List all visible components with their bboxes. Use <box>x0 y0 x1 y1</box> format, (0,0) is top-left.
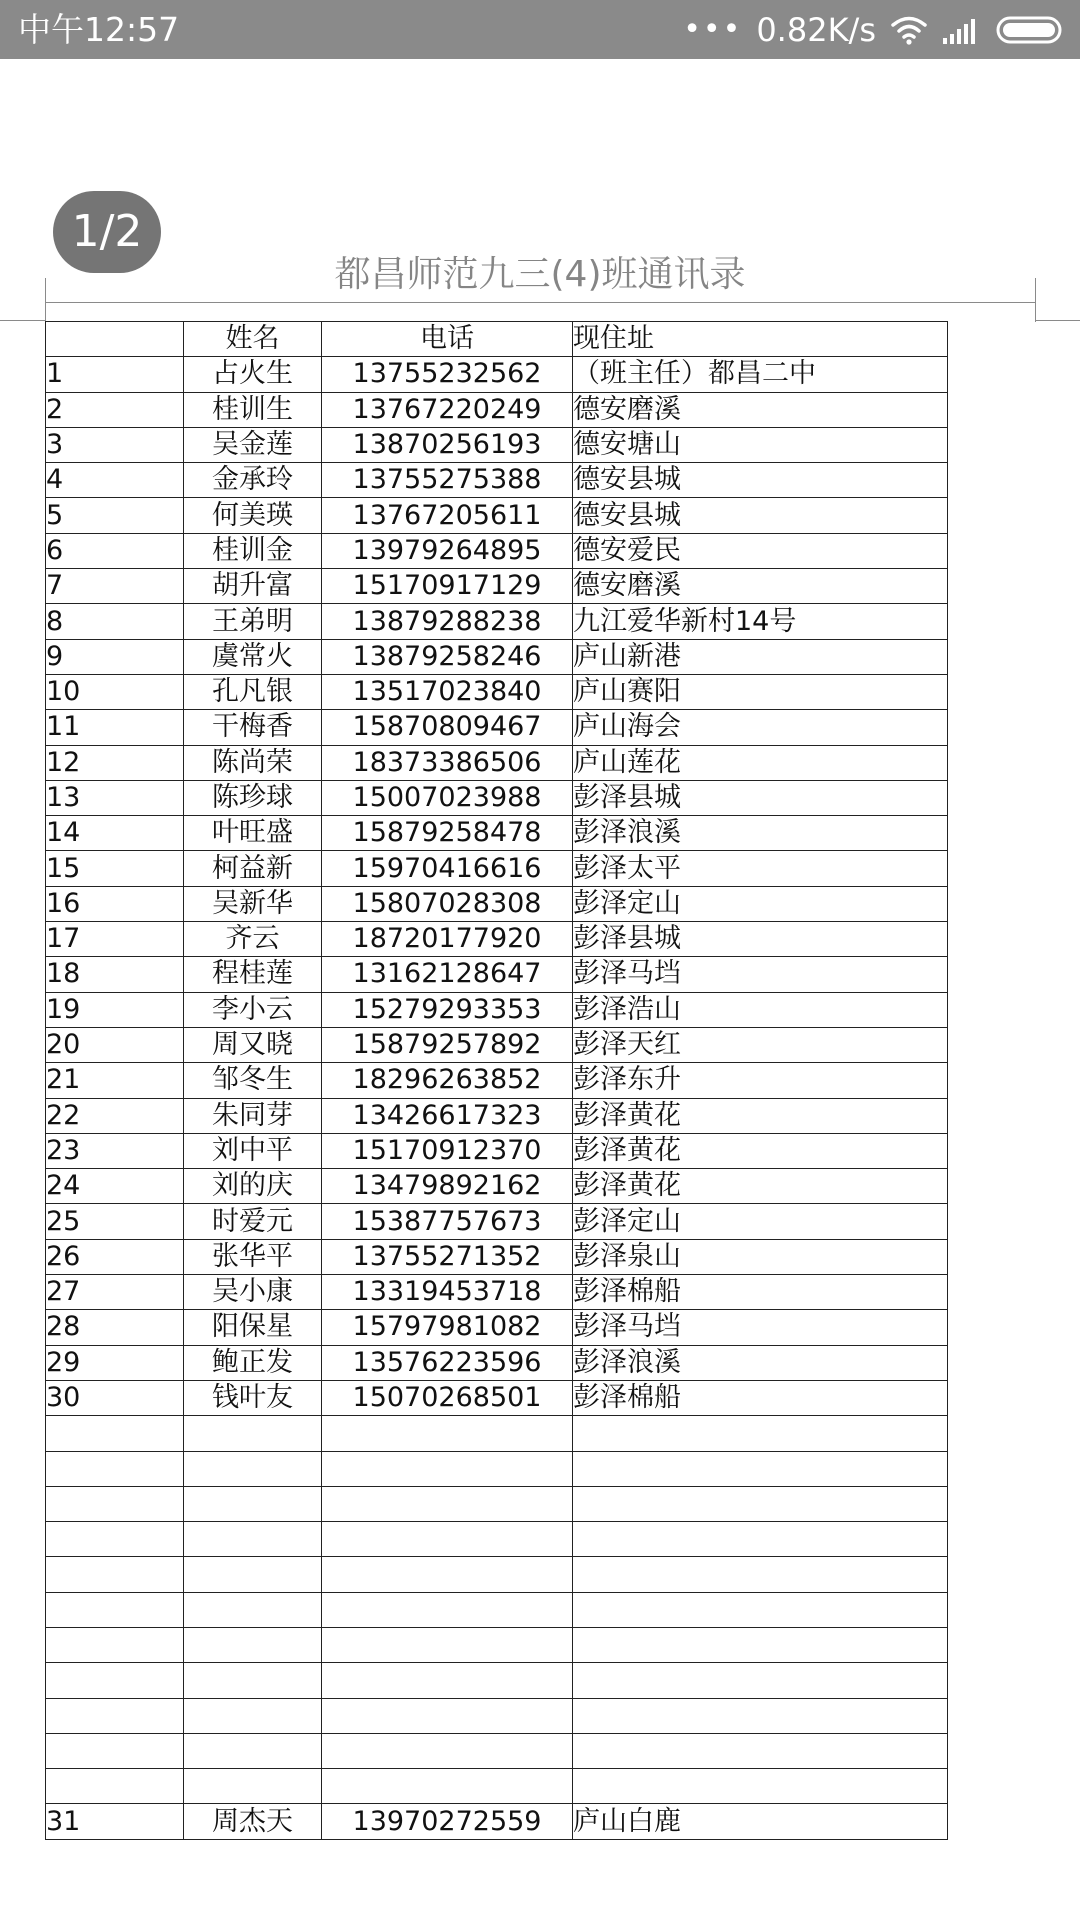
cell-phone: 13879288238 <box>322 604 573 639</box>
table-row <box>46 1557 948 1592</box>
cell-address: 彭泽东升 <box>573 1063 948 1098</box>
cell-address: 彭泽黄花 <box>573 1169 948 1204</box>
cell-index: 23 <box>46 1133 184 1168</box>
cell-address: 庐山赛阳 <box>573 674 948 709</box>
cell-phone: 15870809467 <box>322 710 573 745</box>
cell-index: 15 <box>46 851 184 886</box>
cell-index: 18 <box>46 957 184 992</box>
cell-address: 德安县城 <box>573 463 948 498</box>
cell-phone: 15797981082 <box>322 1310 573 1345</box>
cell-address: 彭泽县城 <box>573 922 948 957</box>
cell-address: 德安县城 <box>573 498 948 533</box>
cell-address: 庐山白鹿 <box>573 1804 948 1839</box>
wifi-icon <box>890 15 928 45</box>
cell-phone: 15007023988 <box>322 780 573 815</box>
table-row <box>46 1627 948 1662</box>
cell-address <box>573 1486 948 1521</box>
cell-index: 17 <box>46 922 184 957</box>
cell-name <box>184 1522 322 1557</box>
cell-phone: 18373386506 <box>322 745 573 780</box>
table-row <box>46 1804 948 1839</box>
cell-address <box>573 1733 948 1768</box>
cell-name: 王弟明 <box>184 604 322 639</box>
cell-address: 德安磨溪 <box>573 569 948 604</box>
cell-address: 彭泽黄花 <box>573 1133 948 1168</box>
cell-name: 陈珍球 <box>184 780 322 815</box>
status-right-group <box>683 8 1066 52</box>
cell-name: 何美瑛 <box>184 498 322 533</box>
table-row <box>46 1733 948 1768</box>
cell-index: 9 <box>46 639 184 674</box>
cell-index: 16 <box>46 886 184 921</box>
cell-phone <box>322 1557 573 1592</box>
table-row <box>46 1592 948 1627</box>
cell-index: 24 <box>46 1169 184 1204</box>
cell-phone: 13319453718 <box>322 1275 573 1310</box>
table-row <box>46 1416 948 1451</box>
cell-name <box>184 1451 322 1486</box>
table-row <box>46 1098 948 1133</box>
cell-name: 邹冬生 <box>184 1063 322 1098</box>
cell-address: 彭泽定山 <box>573 886 948 921</box>
cell-index: 22 <box>46 1098 184 1133</box>
cell-address <box>573 1416 948 1451</box>
page-header-rule <box>45 302 1035 303</box>
page-indicator: 1/2 <box>53 191 161 273</box>
cell-name: 时爱元 <box>184 1204 322 1239</box>
cell-address: 彭泽马垱 <box>573 1310 948 1345</box>
cell-address <box>573 1698 948 1733</box>
cell-phone: 15387757673 <box>322 1204 573 1239</box>
cell-phone: 13755232562 <box>322 357 573 392</box>
cell-index <box>46 1627 184 1662</box>
cell-phone: 13162128647 <box>322 957 573 992</box>
cell-name: 吴小康 <box>184 1275 322 1310</box>
table-row <box>46 569 948 604</box>
cell-address: 彭泽县城 <box>573 780 948 815</box>
cell-phone: 13576223596 <box>322 1345 573 1380</box>
cell-name: 刘的庆 <box>184 1169 322 1204</box>
cell-name: 桂训金 <box>184 533 322 568</box>
cell-name <box>184 1557 322 1592</box>
table-row <box>46 1663 948 1698</box>
cell-index: 25 <box>46 1204 184 1239</box>
cell-name: 李小云 <box>184 992 322 1027</box>
table-row <box>46 427 948 462</box>
table-row <box>46 1486 948 1521</box>
cell-phone <box>322 1663 573 1698</box>
status-time: 中午12:57 <box>18 10 180 49</box>
cell-phone <box>322 1592 573 1627</box>
cell-phone: 18720177920 <box>322 922 573 957</box>
cell-address: 彭泽泉山 <box>573 1239 948 1274</box>
table-row <box>46 1698 948 1733</box>
cell-index: 19 <box>46 992 184 1027</box>
table-row <box>46 780 948 815</box>
cell-name: 柯益新 <box>184 851 322 886</box>
table-row <box>46 392 948 427</box>
cell-address: 彭泽浩山 <box>573 992 948 1027</box>
cell-address: 庐山海会 <box>573 710 948 745</box>
table-row <box>46 1451 948 1486</box>
table-row <box>46 1380 948 1415</box>
cell-phone <box>322 1486 573 1521</box>
cell-address: 彭泽棉船 <box>573 1275 948 1310</box>
cell-name <box>184 1769 322 1804</box>
cell-address: 彭泽浪溪 <box>573 1345 948 1380</box>
header-name: 姓名 <box>184 322 322 357</box>
cell-address <box>573 1592 948 1627</box>
document-title: 都昌师范九三(4)班通讯录 <box>334 254 746 295</box>
table-row <box>46 710 948 745</box>
table-row <box>46 992 948 1027</box>
cell-index <box>46 1416 184 1451</box>
network-speed: 0.82K/s <box>756 11 876 49</box>
table-row <box>46 533 948 568</box>
cell-name: 吴金莲 <box>184 427 322 462</box>
cell-index: 2 <box>46 392 184 427</box>
page-margin-mark-left <box>45 278 46 322</box>
cell-index: 21 <box>46 1063 184 1098</box>
cell-index: 12 <box>46 745 184 780</box>
table-row <box>46 922 948 957</box>
table-row <box>46 851 948 886</box>
more-dots-icon: ••• <box>683 12 743 47</box>
cell-name: 桂训生 <box>184 392 322 427</box>
cell-name: 阳保星 <box>184 1310 322 1345</box>
table-row <box>46 357 948 392</box>
table-row <box>46 463 948 498</box>
cell-index: 27 <box>46 1275 184 1310</box>
cell-address <box>573 1522 948 1557</box>
cell-phone: 15879257892 <box>322 1027 573 1062</box>
cell-phone: 15279293353 <box>322 992 573 1027</box>
table-row <box>46 674 948 709</box>
cell-address: 彭泽黄花 <box>573 1098 948 1133</box>
table-row <box>46 1204 948 1239</box>
cell-name: 干梅香 <box>184 710 322 745</box>
cell-index: 10 <box>46 674 184 709</box>
cell-index <box>46 1698 184 1733</box>
cell-phone: 15879258478 <box>322 816 573 851</box>
cell-phone: 13755275388 <box>322 463 573 498</box>
table-row <box>46 1310 948 1345</box>
cell-name: 鲍正发 <box>184 1345 322 1380</box>
cell-address <box>573 1663 948 1698</box>
table-row <box>46 1169 948 1204</box>
cell-name: 叶旺盛 <box>184 816 322 851</box>
cell-name: 金承玲 <box>184 463 322 498</box>
cell-address: 庐山莲花 <box>573 745 948 780</box>
table-header-row <box>46 322 948 357</box>
cell-name <box>184 1627 322 1662</box>
cell-address: 德安爱民 <box>573 533 948 568</box>
cell-index: 31 <box>46 1804 184 1839</box>
cell-phone: 13767220249 <box>322 392 573 427</box>
table-row <box>46 1133 948 1168</box>
cell-phone <box>322 1416 573 1451</box>
cell-address <box>573 1451 948 1486</box>
cell-phone: 18296263852 <box>322 1063 573 1098</box>
cell-index <box>46 1451 184 1486</box>
cell-phone: 13970272559 <box>322 1804 573 1839</box>
cell-address <box>573 1769 948 1804</box>
header-index <box>46 322 184 357</box>
table-row <box>46 1275 948 1310</box>
cell-phone <box>322 1522 573 1557</box>
table-row <box>46 498 948 533</box>
cell-index: 14 <box>46 816 184 851</box>
cell-index: 26 <box>46 1239 184 1274</box>
cell-name: 张华平 <box>184 1239 322 1274</box>
cell-index <box>46 1663 184 1698</box>
cell-address: （班主任）都昌二中 <box>573 357 948 392</box>
cell-index <box>46 1557 184 1592</box>
battery-icon <box>996 15 1066 45</box>
cell-index: 11 <box>46 710 184 745</box>
cell-address <box>573 1627 948 1662</box>
cell-index: 5 <box>46 498 184 533</box>
cell-address: 彭泽天红 <box>573 1027 948 1062</box>
table-row <box>46 1769 948 1804</box>
cell-index: 1 <box>46 357 184 392</box>
cell-name: 陈尚荣 <box>184 745 322 780</box>
cell-index: 30 <box>46 1380 184 1415</box>
cell-name: 钱叶友 <box>184 1380 322 1415</box>
cell-index <box>46 1522 184 1557</box>
cell-address: 庐山新港 <box>573 639 948 674</box>
cell-name: 吴新华 <box>184 886 322 921</box>
cell-phone: 15970416616 <box>322 851 573 886</box>
cell-phone <box>322 1627 573 1662</box>
table-row <box>46 1345 948 1380</box>
cell-index: 7 <box>46 569 184 604</box>
cell-phone: 15170912370 <box>322 1133 573 1168</box>
cell-index: 20 <box>46 1027 184 1062</box>
cell-name: 齐云 <box>184 922 322 957</box>
page-edge-mark-right <box>1035 320 1080 321</box>
table-row <box>46 957 948 992</box>
cell-address: 彭泽棉船 <box>573 1380 948 1415</box>
header-address: 现住址 <box>573 322 948 357</box>
cell-name: 虞常火 <box>184 639 322 674</box>
cell-address: 彭泽太平 <box>573 851 948 886</box>
cell-phone: 13755271352 <box>322 1239 573 1274</box>
cell-address: 彭泽马垱 <box>573 957 948 992</box>
cell-index: 13 <box>46 780 184 815</box>
table-row <box>46 1522 948 1557</box>
cell-index <box>46 1486 184 1521</box>
cell-phone: 13517023840 <box>322 674 573 709</box>
cell-index: 29 <box>46 1345 184 1380</box>
cell-address <box>573 1557 948 1592</box>
cell-phone: 15807028308 <box>322 886 573 921</box>
cell-phone: 13767205611 <box>322 498 573 533</box>
cell-name: 朱同芽 <box>184 1098 322 1133</box>
cell-name <box>184 1592 322 1627</box>
cell-phone: 13479892162 <box>322 1169 573 1204</box>
table-row <box>46 886 948 921</box>
table-row <box>46 816 948 851</box>
cell-phone: 13879258246 <box>322 639 573 674</box>
cell-address: 彭泽定山 <box>573 1204 948 1239</box>
cell-phone: 13979264895 <box>322 533 573 568</box>
cell-phone <box>322 1698 573 1733</box>
table-row <box>46 1239 948 1274</box>
cell-address: 九江爱华新村14号 <box>573 604 948 639</box>
cell-phone <box>322 1451 573 1486</box>
cell-name: 占火生 <box>184 357 322 392</box>
page-edge-mark-left <box>0 320 46 321</box>
cell-phone: 13426617323 <box>322 1098 573 1133</box>
cell-address: 德安磨溪 <box>573 392 948 427</box>
cell-phone: 15070268501 <box>322 1380 573 1415</box>
cell-name <box>184 1416 322 1451</box>
cell-phone <box>322 1733 573 1768</box>
cell-index <box>46 1733 184 1768</box>
cell-name: 胡升富 <box>184 569 322 604</box>
cell-name: 周又晓 <box>184 1027 322 1062</box>
cell-index <box>46 1592 184 1627</box>
cell-index: 3 <box>46 427 184 462</box>
cell-index: 8 <box>46 604 184 639</box>
cell-phone: 13870256193 <box>322 427 573 462</box>
page-margin-mark-right <box>1035 278 1036 322</box>
cell-address: 德安塘山 <box>573 427 948 462</box>
cell-name: 刘中平 <box>184 1133 322 1168</box>
header-phone: 电话 <box>322 322 573 357</box>
table-row <box>46 604 948 639</box>
cell-index: 28 <box>46 1310 184 1345</box>
cell-name <box>184 1733 322 1768</box>
cell-phone: 15170917129 <box>322 569 573 604</box>
cell-index <box>46 1769 184 1804</box>
table-row <box>46 1063 948 1098</box>
cell-name <box>184 1663 322 1698</box>
cell-name: 程桂莲 <box>184 957 322 992</box>
roster-table <box>45 321 948 1840</box>
cell-name <box>184 1486 322 1521</box>
cell-name: 周杰天 <box>184 1804 322 1839</box>
cell-name <box>184 1698 322 1733</box>
cell-index: 6 <box>46 533 184 568</box>
status-bar <box>0 0 1080 59</box>
table-row <box>46 745 948 780</box>
table-row <box>46 639 948 674</box>
signal-icon <box>942 16 982 44</box>
cell-name: 孔凡银 <box>184 674 322 709</box>
table-row <box>46 1027 948 1062</box>
cell-phone <box>322 1769 573 1804</box>
cell-index: 4 <box>46 463 184 498</box>
cell-address: 彭泽浪溪 <box>573 816 948 851</box>
